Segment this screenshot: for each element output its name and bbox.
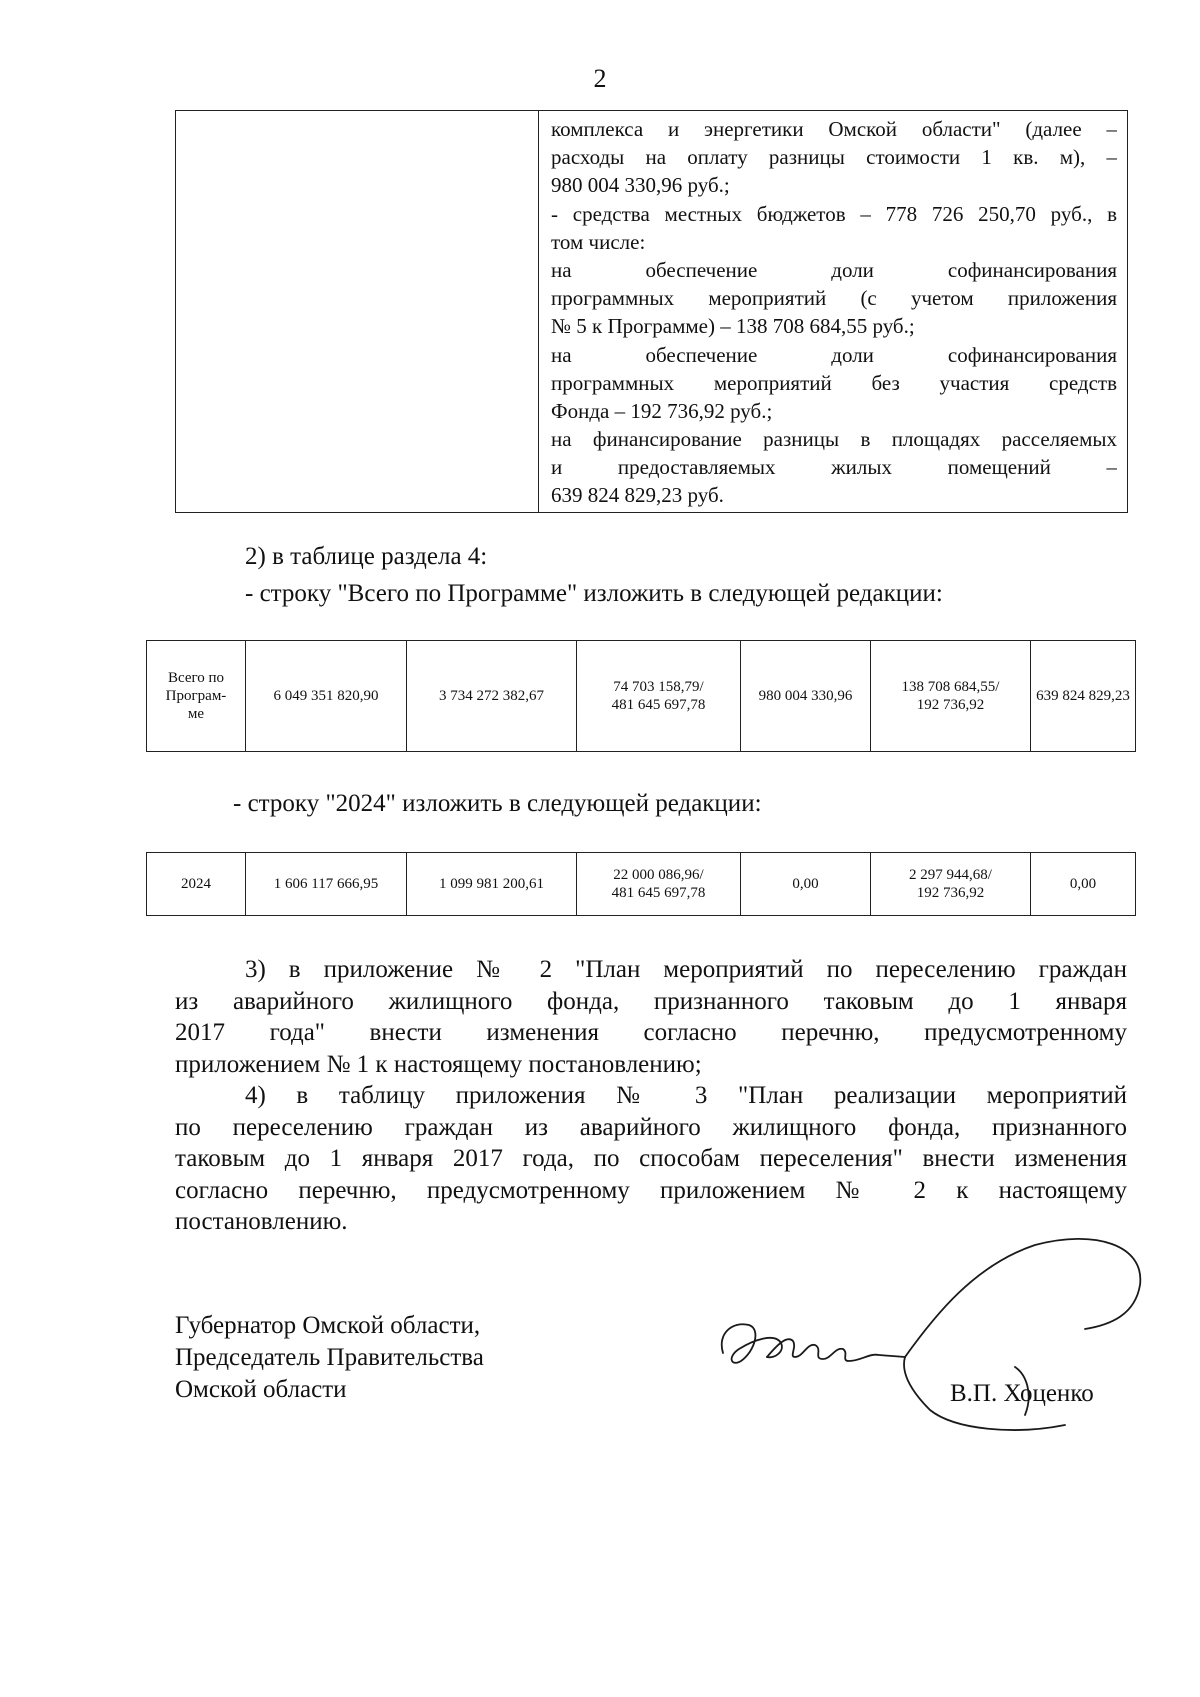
funding-text-line: программных мероприятий (с учетом приложения — [551, 286, 1117, 311]
funding-text-line: и предоставляемых жилых помещений – — [551, 455, 1117, 480]
label-line: ме — [187, 706, 205, 722]
section2-heading: 2) в таблице раздела 4: — [245, 543, 488, 570]
funding-text-line: 639 824 829,23 руб. — [551, 483, 724, 508]
empty-left-cell — [176, 111, 539, 513]
fund-amount-cell: 3 734 272 382,67 — [407, 641, 577, 752]
year-2024-row-table — [146, 852, 1136, 916]
value-line: 2 297 944,68/ — [909, 867, 992, 883]
regional-budget-cell — [577, 853, 741, 916]
total-amount-cell: 6 049 351 820,90 — [246, 641, 407, 752]
table-row — [147, 853, 1136, 916]
value-line: 481 645 697,78 — [611, 697, 706, 713]
funding-text-line: том числе: — [551, 229, 646, 254]
paragraph-line: 3) в приложение № 2 "План мероприятий по переселению граждан — [245, 956, 1127, 983]
paragraph-line: согласно перечню, предусмотренному приложением № 2 к настоящему — [175, 1176, 1127, 1204]
row-label-cell: 2024 — [147, 853, 246, 916]
paragraph-line: приложением № 1 к настоящему постановлению; — [175, 1050, 702, 1078]
signatory-title-line: Омской области — [175, 1376, 347, 1403]
label-line: Всего по — [167, 670, 225, 686]
section2-instruction: - строку "Всего по Программе" изложить в следующей редакции: — [245, 580, 943, 607]
funding-text-line: комплекса и энергетики Омской области" (далее – — [551, 117, 1117, 141]
row-label-cell — [147, 641, 246, 752]
page-number: 2 — [593, 64, 607, 93]
funding-text-line: 980 004 330,96 руб.; — [551, 173, 730, 198]
local-budget-cell — [871, 641, 1031, 752]
value-line: 192 736,92 — [916, 697, 985, 713]
area-difference-funding-cell: 0,00 — [1031, 853, 1136, 916]
total-program-row-table — [146, 640, 1136, 752]
paragraph-line: постановлению. — [175, 1208, 348, 1235]
paragraph-line: 4) в таблицу приложения № 3 "План реализации мероприятий — [245, 1082, 1127, 1109]
signatory-title-line: Губернатор Омской области, — [175, 1312, 481, 1339]
paragraph-line: таковым до 1 января 2017 года, по способам переселения" внести изменения — [175, 1145, 1127, 1172]
signatory-title-line: Председатель Правительства — [175, 1344, 484, 1371]
total-amount-cell: 1 606 117 666,95 — [246, 853, 407, 916]
value-line: 481 645 697,78 — [611, 885, 706, 901]
regional-budget-cell — [577, 641, 741, 752]
funding-text-line: расходы на оплату разницы стоимости 1 кв. м), – — [551, 145, 1117, 170]
label-line: Програм- — [165, 688, 227, 704]
local-budget-cell — [871, 853, 1031, 916]
funding-text-line: на обеспечение доли софинансирования — [551, 257, 1117, 282]
value-line: 22 000 086,96/ — [613, 867, 704, 883]
row2024-instruction: - строку "2024" изложить в следующей редакции: — [233, 790, 762, 817]
funding-text-line: программных мероприятий без участия средств — [551, 370, 1117, 395]
funding-description-cell — [539, 111, 1128, 513]
value-line: 138 708 684,55/ — [901, 679, 1000, 695]
funding-text-line: - средства местных бюджетов – 778 726 250,70 руб., в — [551, 201, 1117, 226]
paragraph-line: из аварийного жилищного фонда, признанного таковым до 1 января — [175, 987, 1127, 1015]
value-line: 74 703 158,79/ — [613, 679, 704, 695]
paragraph-line: по переселению граждан из аварийного жилищного фонда, признанного — [175, 1113, 1127, 1141]
fund-amount-cell: 1 099 981 200,61 — [407, 853, 577, 916]
table-row — [147, 641, 1136, 752]
area-difference-cost-cell: 0,00 — [741, 853, 871, 916]
area-difference-funding-cell: 639 824 829,23 — [1031, 641, 1136, 752]
funding-table-continuation — [175, 110, 1128, 513]
funding-text-line: № 5 к Программе) – 138 708 684,55 руб.; — [551, 314, 915, 339]
handwritten-signature — [715, 1225, 1155, 1455]
funding-text-line: Фонда – 192 736,92 руб.; — [551, 398, 773, 423]
signatory-name: В.П. Хоценко — [950, 1380, 1094, 1407]
funding-text-line: на обеспечение доли софинансирования — [551, 342, 1117, 367]
paragraph-line: 2017 года" внести изменения согласно перечню, предусмотренному — [175, 1019, 1127, 1046]
funding-text-line: на финансирование разницы в площадях расселяемых — [551, 427, 1117, 452]
area-difference-cost-cell: 980 004 330,96 — [741, 641, 871, 752]
value-line: 192 736,92 — [916, 885, 985, 901]
